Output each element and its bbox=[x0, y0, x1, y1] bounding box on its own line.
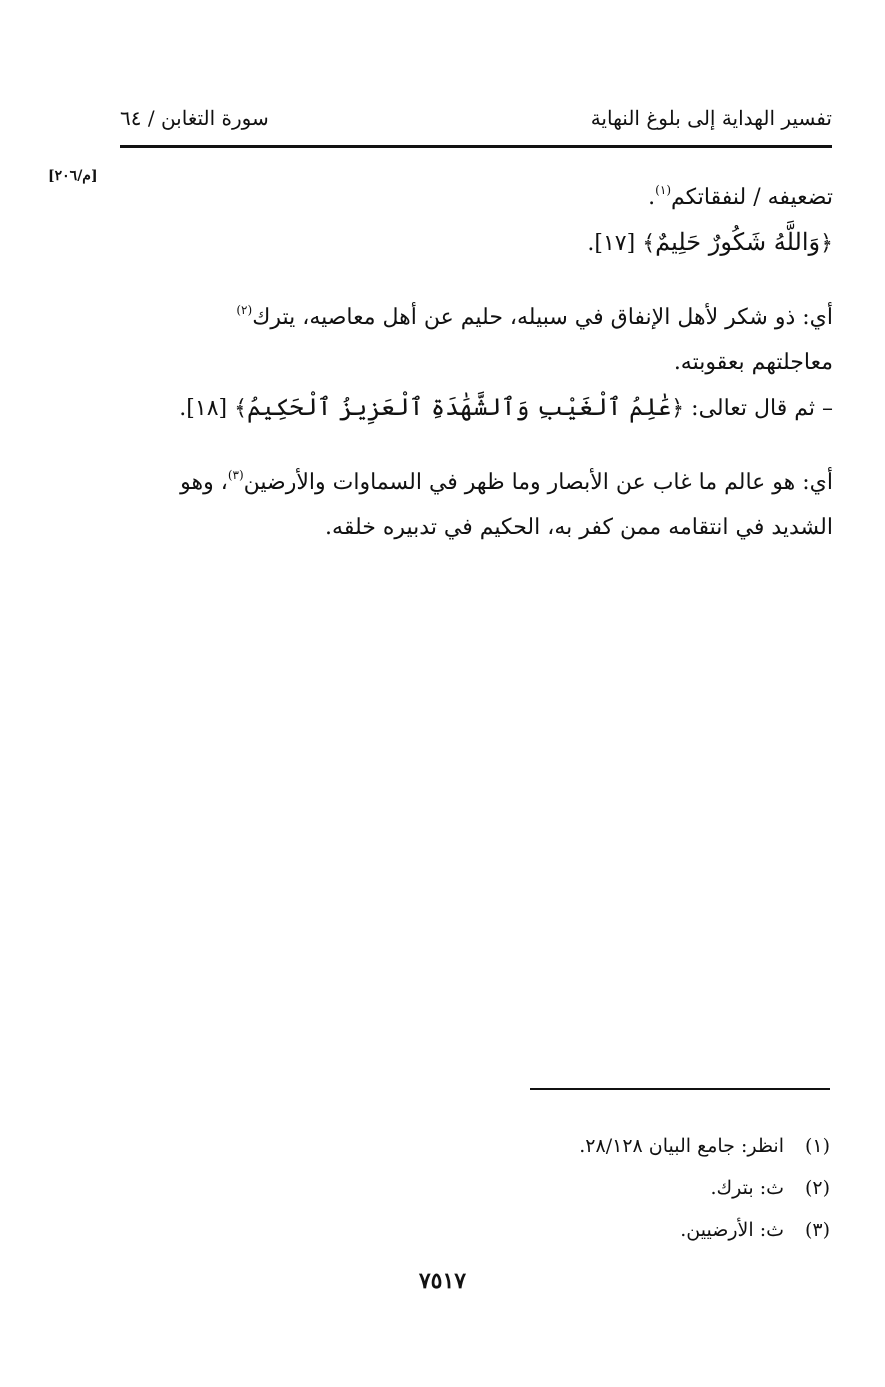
paragraph-gap bbox=[118, 431, 833, 453]
running-head bbox=[120, 100, 832, 140]
verse-line bbox=[118, 385, 833, 431]
main-text bbox=[118, 168, 833, 550]
footnote-number: (٣) bbox=[804, 1219, 830, 1241]
quran-bracket-open: ﴿ bbox=[820, 231, 833, 256]
verse-reference: [١٨]. bbox=[179, 396, 228, 421]
footnote-marker: (٣) bbox=[227, 468, 244, 482]
text-segment: ، وهو bbox=[180, 470, 228, 495]
surah-title: سورة التغابن / ٦٤ bbox=[120, 106, 269, 130]
verse-reference: [١٧]. bbox=[587, 231, 636, 256]
text-segment: أي: ذو شكر لأهل الإنفاق في سبيله، حليم عن أهل معاصيه، يترك bbox=[252, 305, 833, 330]
text-segment: أي: هو عالم ما غاب عن الأبصار وما ظهر في السماوات والأرضين bbox=[243, 470, 833, 495]
quran-bracket-close: ﴾ bbox=[234, 396, 247, 421]
text-line bbox=[118, 453, 833, 505]
quran-bracket-open: ﴿ bbox=[671, 396, 685, 421]
quran-verse: عَٰلِمُ ٱلْغَيْبِ وَٱلشَّهَٰدَةِ ٱلْعَزِيزُ ٱلْحَكِيمُ bbox=[247, 393, 672, 421]
footnote-item bbox=[400, 1167, 830, 1209]
text-segment: الشديد في انتقامه ممن كفر به، الحكيم في تدبيره خلقه. bbox=[325, 515, 833, 540]
quran-bracket-close: ﴾ bbox=[642, 231, 656, 256]
paragraph-gap bbox=[118, 266, 833, 288]
text-segment: معاجلتهم بعقوبته. bbox=[673, 350, 833, 375]
footnote-text: انظر: جامع البيان ٢٨/١٢٨. bbox=[579, 1135, 784, 1157]
footnote-marker: (١) bbox=[655, 183, 671, 197]
footnote-rule bbox=[530, 1088, 830, 1090]
text-segment: – ثم قال تعالى: bbox=[691, 396, 833, 421]
quran-verse: وَاللَّهُ شَكُورٌ حَلِيمٌ bbox=[655, 228, 821, 256]
footnote-number: (١) bbox=[804, 1135, 830, 1157]
footnote-text: ث: الأرضيين. bbox=[680, 1219, 784, 1241]
page-number: ٧٥١٧ bbox=[418, 1268, 467, 1294]
text-line bbox=[118, 288, 833, 340]
footnote-marker: (٢) bbox=[236, 303, 253, 317]
book-title: تفسير الهداية إلى بلوغ النهاية bbox=[590, 106, 832, 130]
text-line bbox=[118, 340, 833, 385]
header-rule bbox=[120, 145, 832, 148]
footnote-text: ث: بترك. bbox=[710, 1177, 784, 1199]
footnote-number: (٢) bbox=[804, 1177, 830, 1199]
footnote-item bbox=[400, 1209, 830, 1251]
manuscript-folio-note: [م/٢٠٦] bbox=[48, 168, 98, 184]
footnotes bbox=[400, 1125, 830, 1251]
text-segment: تضعيفه / لنفقاتكم bbox=[671, 185, 833, 210]
verse-line bbox=[118, 220, 833, 266]
text-line: تضعيفه / لنفقاتكم$^{(١)}$. bbox=[648, 183, 833, 210]
text-line bbox=[118, 505, 833, 550]
footnote-item bbox=[400, 1125, 830, 1167]
